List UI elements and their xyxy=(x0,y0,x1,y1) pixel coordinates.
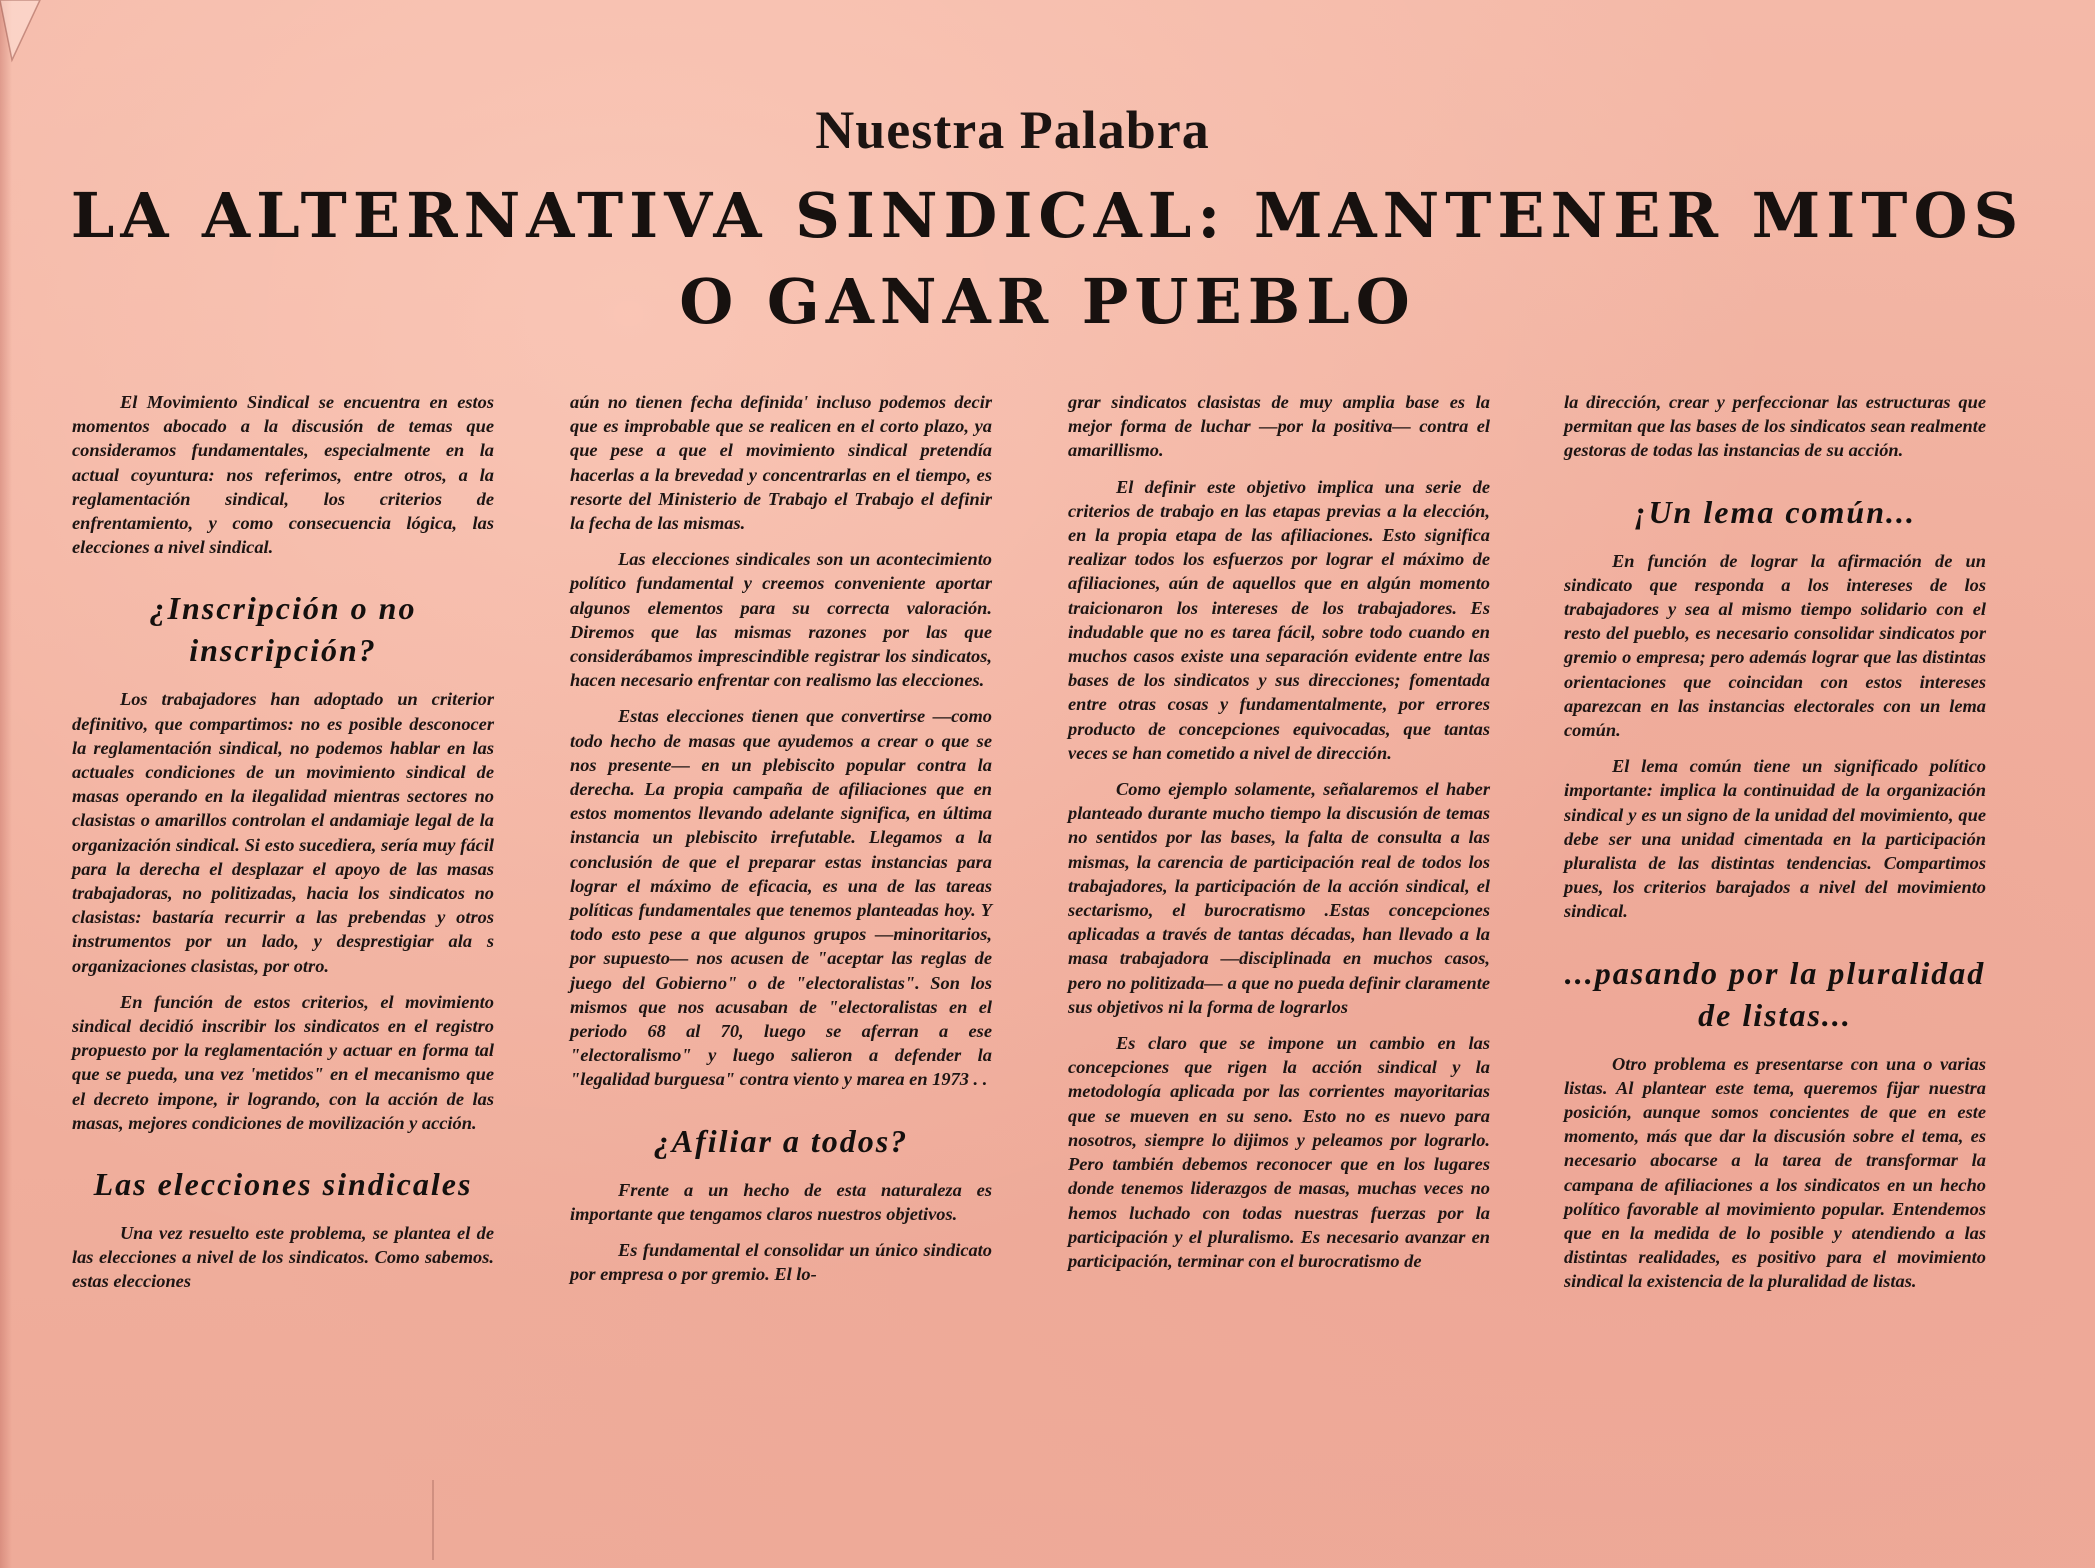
section-kicker: Nuestra Palabra xyxy=(815,100,1210,160)
body-paragraph: Los trabajadores han adoptado un criterior definitivo, que compartimos: no es posible desconocer la reglamentación sindical, no podemos hablar en las actuales condiciones de un movimiento sindical de masas operando en la ilegalidad mientras sectores no clasistas o amarillos controlan el andamiaje legal de la organización sindical. Si esto sucediera, sería muy fácil para la derecha el desplazar el apoyo de las masas trabajadoras, no politizadas, hacia los sindicatos no clasistas: bastaría recurrir a las prebendas y otros instrumentos por un lado, y desprestigiar ala s organizaciones clasistas, por otro. xyxy=(72,689,494,976)
column-1 xyxy=(72,390,494,1306)
article-header xyxy=(0,95,2095,345)
section-heading: ¿Afiliar a todos? xyxy=(653,1122,909,1159)
body-paragraph: Otro problema es presentarse con una o varias listas. Al plantear este tema, queremos fijar nuestra posición, aunque somos concientes de que en este momento, más que dar la discusión sobre el tema, es necesario abocarse a la tarea de transformar la campana de afiliaciones a los sindicatos en un hecho político favorable al movimiento popular. Entendemos que en la medida de lo posible y atendiendo a las distintas realidades, es positivo para el movimiento sindical la existencia de la pluralidad de listas. xyxy=(1564,1053,1986,1292)
column-2 xyxy=(570,390,992,1299)
torn-corner-icon xyxy=(0,0,50,70)
body-paragraph: El Movimiento Sindical se encuentra en estos momentos abocado a la discusión de temas que consideramos fundamentales, especialmente en la actual coyuntura: nos referimos, entre otros, a la reglamentación sindical, los criterios de enfrentamiento, y como consecuencia lógica, las elecciones a nivel sindical. xyxy=(72,392,494,558)
body-paragraph: Las elecciones sindicales son un acontecimiento político fundamental y creemos conveniente aportar algunos elementos para su correcta valoración. Diremos que las mismas razones por las que considerábamos imprescindible registrar los sindicatos, hacen necesario enfrentar con realismo las elecciones. xyxy=(570,549,992,691)
section-heading: ¡Un lema común... xyxy=(1633,493,1917,530)
body-paragraph: grar sindicatos clasistas de muy amplia base es la mejor forma de luchar —por la positiva— contra el amarillismo. xyxy=(1068,392,1490,461)
body-paragraph: En función de lograr la afirmación de un sindicato que responda a los intereses de los trabajadores y sea al mismo tiempo solidario con el resto del pueblo, es necesario consolidar sindicatos por gremio o empresa; pero además lograr que las distintas orientaciones que coincidan con estos intereses aparezcan en las instancias electorales con un lema común. xyxy=(1564,550,1986,741)
body-paragraph: Estas elecciones tienen que convertirse —como todo hecho de masas que ayudemos a crear o que se nos presente— en un plebiscito popular contra la derecha. La propia campaña de afiliaciones que en estos momentos llevando adelante significa, en última instancia un plebiscito irrefutable. Llegamos a la conclusión de que el preparar estas instancias para lograr el máximo de eficacia, es una de las tareas políticas fundamentales que tenemos planteadas hoy. Y todo esto pese a que algunos grupos —minoritarios, por supuesto— nos acusen de "aceptar las reglas de juego del Gobierno" o de "electoralistas". Son los mismos que nos acusaban de "electoralistas en el periodo 68 al 70, luego se aferran a ese "electoralismo" y luego salieron a defender la "legalidad burguesa" contra viento y marea en 1973 . . xyxy=(570,706,992,1090)
body-paragraph: El lema común tiene un significado político importante: implica la continuidad de la organización sindical y es un signo de la unidad del movimiento, que debe ser una unidad cimentada en la participación pluralista de las distintas tendencias. Compartimos pues, los criterios barajados a nivel del movimiento sindical. xyxy=(1564,756,1986,922)
column-3 xyxy=(1068,390,1490,1285)
body-paragraph: aún no tienen fecha definida' incluso podemos decir que es improbable que se realicen en el corto plazo, ya que pese a que el movimiento sindical pretendía hacerlas a la brevedad y concentrarlas en el tiempo, es resorte del Ministerio de Trabajo el Trabajo el definir la fecha de las mismas. xyxy=(570,392,992,534)
article-body xyxy=(72,390,1986,1550)
body-paragraph: Es claro que se impone un cambio en las concepciones que rigen la acción sindical y la metodología aplicada por las corrientes mayoritarias que se mueven en su seno. Esto no es nuevo para nosotros, siempre lo dijimos y peleamos por lograrlo. Pero también debemos reconocer que en los lugares donde tenemos liderazgos de masas, muchas veces no hemos luchado con todas nuestras fuerzas por la participación y el pluralismo. Es necesario avanzar en participación, terminar con el burocratismo de xyxy=(1068,1033,1490,1271)
headline-line-1: LA ALTERNATIVA SINDICAL: MANTENER MITOS xyxy=(70,179,2025,252)
headline-line-2: O GANAR PUEBLO xyxy=(679,265,1416,338)
body-paragraph: Frente a un hecho de esta naturaleza es importante que tengamos claros nuestros objetivos. xyxy=(570,1179,992,1224)
body-paragraph: Es fundamental el consolidar un único sindicato por empresa o por gremio. El lo- xyxy=(570,1240,992,1285)
section-heading: ¿Inscripción o no inscripción? xyxy=(149,590,417,669)
body-paragraph: la dirección, crear y perfeccionar las estructuras que permitan que las bases de los sindicatos sean realmente gestoras de todas las instancias de su acción. xyxy=(1564,392,1986,461)
body-paragraph: El definir este objetivo implica una serie de criterios de trabajo en las etapas previas a la elección, en la propia etapa de las afiliaciones. Esto significa realizar todos los esfuerzos por lograr el máximo de afiliaciones, aún de aquellos que en algún momento traicionaron los intereses de los trabajadores. Es indudable que no es tarea fácil, sobre todo cuando en muchos casos existe una separación evidente entre las bases de los sindicatos y sus direcciones; fomentada entre otras cosas y fundamentalmente, por errores producto de concepciones equivocadas, que tantas veces se han cometido a nivel de dirección. xyxy=(1068,476,1490,763)
body-paragraph: Como ejemplo solamente, señalaremos el haber planteado durante mucho tiempo la discusión de temas no sentidos por las bases, la falta de consulta a las mismas, la carencia de participación real de todos los trabajadores, la participación de la acción sindical, el sectarismo, el burocratismo .Estas concepciones aplicadas a través de tantas décadas, han llevado a la masa trabajadora —disciplinada en muchos casos, pero no politizada— a que no pueda definir claramente sus objetivos ni la forma de lograrlos xyxy=(1068,779,1490,1017)
paper-crease xyxy=(432,1480,434,1560)
column-4 xyxy=(1564,390,1986,1306)
body-paragraph: Una vez resuelto este problema, se plantea el de las elecciones a nivel de los sindicatos. Como sabemos. estas elecciones xyxy=(72,1223,494,1292)
section-heading: Las elecciones sindicales xyxy=(93,1166,473,1203)
body-paragraph: En función de estos criterios, el movimiento sindical decidió inscribir los sindicatos en el registro propuesto por la reglamentación y actuar en forma tal que se pueda, una vez 'metidos" en el mecanismo que el decreto impone, ir logrando, con la acción de las masas, mejores condiciones de movilización y acción. xyxy=(72,991,494,1133)
headline xyxy=(0,173,2095,345)
section-heading: ...pasando por la pluralidad de listas... xyxy=(1564,954,1986,1033)
